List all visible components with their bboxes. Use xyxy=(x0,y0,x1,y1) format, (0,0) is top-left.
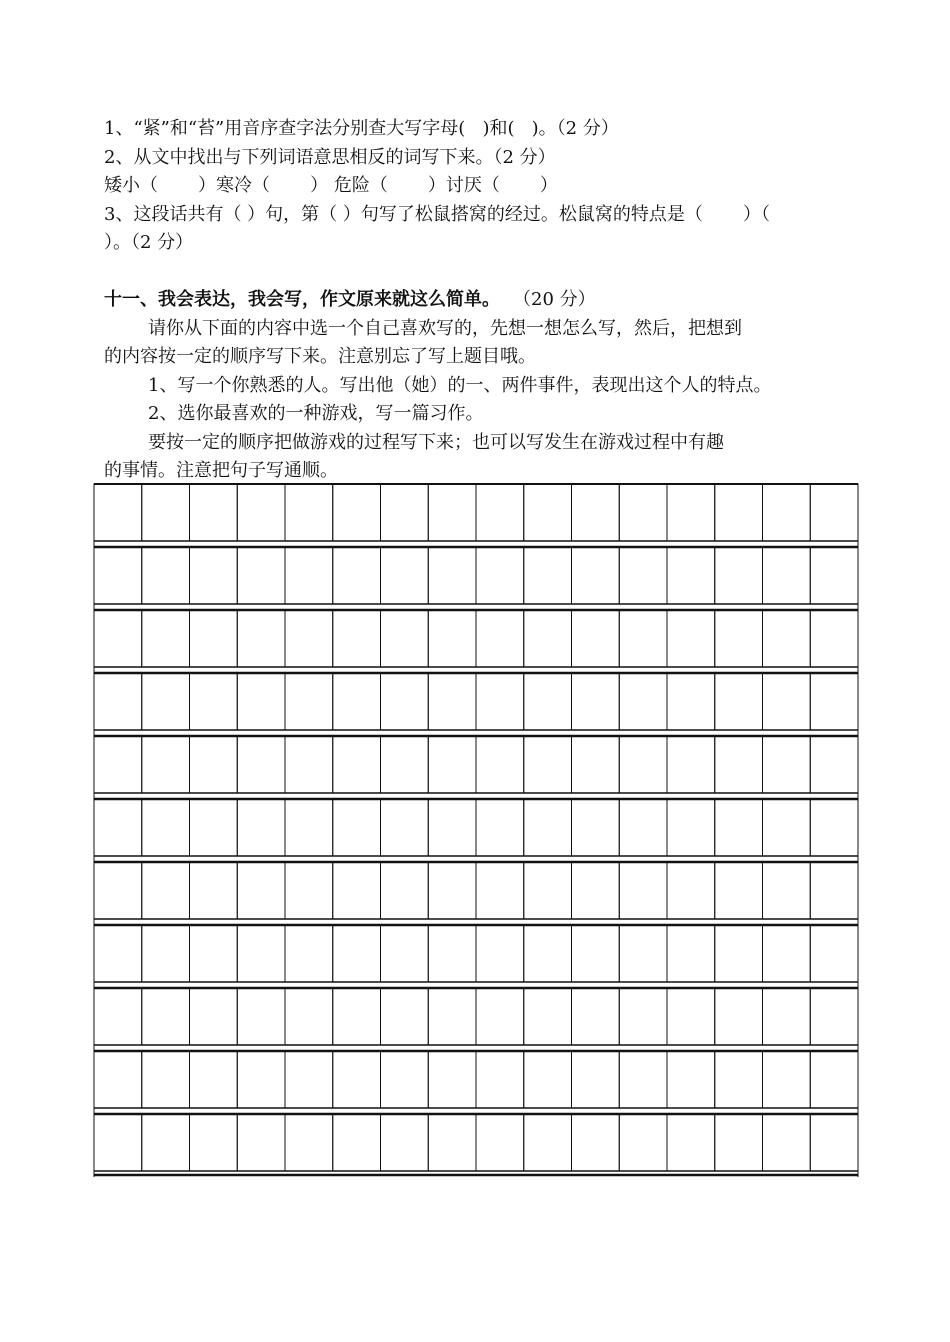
grid-cell[interactable] xyxy=(763,1051,811,1108)
grid-cell[interactable] xyxy=(524,862,572,919)
grid-cell[interactable] xyxy=(428,1051,476,1108)
grid-cell[interactable] xyxy=(715,1051,763,1108)
grid-cell[interactable] xyxy=(285,547,333,604)
grid-cell[interactable] xyxy=(333,673,381,730)
grid-cell[interactable] xyxy=(285,988,333,1045)
grid-cell[interactable] xyxy=(667,547,715,604)
grid-cell[interactable] xyxy=(476,925,524,982)
section-11-option-2: 2、选你最喜欢的一种游戏，写一篇习作。 xyxy=(148,403,484,424)
grid-cell[interactable] xyxy=(381,610,429,667)
grid-cell[interactable] xyxy=(94,988,142,1045)
grid-cell[interactable] xyxy=(285,1051,333,1108)
grid-cell[interactable] xyxy=(715,547,763,604)
grid-cell[interactable] xyxy=(94,673,142,730)
grid-cell[interactable] xyxy=(142,484,190,541)
grid-cell[interactable] xyxy=(572,799,620,856)
grid-cell[interactable] xyxy=(619,799,667,856)
grid-cell[interactable] xyxy=(619,925,667,982)
grid-cell[interactable] xyxy=(237,799,285,856)
grid-cell[interactable] xyxy=(94,547,142,604)
grid-cell[interactable] xyxy=(381,862,429,919)
grid-cell[interactable] xyxy=(428,862,476,919)
grid-cell[interactable] xyxy=(715,799,763,856)
grid-cell[interactable] xyxy=(667,484,715,541)
grid-cell[interactable] xyxy=(190,799,238,856)
grid-cell[interactable] xyxy=(572,988,620,1045)
grid-cell[interactable] xyxy=(524,1051,572,1108)
grid-row xyxy=(94,862,858,919)
grid-cell[interactable] xyxy=(476,610,524,667)
grid-cell[interactable] xyxy=(619,1114,667,1171)
writing-grid[interactable] xyxy=(93,483,859,1185)
grid-row xyxy=(94,673,858,730)
grid-cell[interactable] xyxy=(667,610,715,667)
grid-cell[interactable] xyxy=(142,610,190,667)
grid-cell[interactable] xyxy=(619,610,667,667)
grid-cell[interactable] xyxy=(476,547,524,604)
grid-cell[interactable] xyxy=(476,673,524,730)
grid-cell[interactable] xyxy=(476,799,524,856)
grid-cell[interactable] xyxy=(94,484,142,541)
grid-cell[interactable] xyxy=(572,547,620,604)
grid-cell[interactable] xyxy=(381,1114,429,1171)
grid-cell[interactable] xyxy=(285,484,333,541)
grid-cell[interactable] xyxy=(476,484,524,541)
grid-cell[interactable] xyxy=(572,862,620,919)
grid-cell[interactable] xyxy=(763,862,811,919)
grid-cell[interactable] xyxy=(237,1114,285,1171)
grid-cell[interactable] xyxy=(142,673,190,730)
grid-cell[interactable] xyxy=(94,1051,142,1108)
grid-cell[interactable] xyxy=(810,862,858,919)
grid-cell[interactable] xyxy=(94,1114,142,1171)
section-11-intro-line-1: 请你从下面的内容中选一个自己喜欢写的，先想一想怎么写，然后，把想到 xyxy=(148,318,742,339)
grid-cell[interactable] xyxy=(190,862,238,919)
grid-cell[interactable] xyxy=(333,988,381,1045)
grid-cell[interactable] xyxy=(428,736,476,793)
grid-cell[interactable] xyxy=(333,547,381,604)
grid-cell[interactable] xyxy=(810,799,858,856)
grid-cell[interactable] xyxy=(524,484,572,541)
grid-cell[interactable] xyxy=(237,925,285,982)
question-1: 1、“紧”和“苔”用音序查字法分别查大写字母( )和( )。（2 分） xyxy=(104,118,619,139)
grid-cell[interactable] xyxy=(667,1114,715,1171)
grid-cell[interactable] xyxy=(428,988,476,1045)
grid-row xyxy=(94,1051,858,1108)
section-11-score: （20 分） xyxy=(522,289,596,310)
grid-cell[interactable] xyxy=(285,673,333,730)
grid-cell[interactable] xyxy=(524,736,572,793)
grid-cell[interactable] xyxy=(237,547,285,604)
grid-cell[interactable] xyxy=(572,484,620,541)
grid-cell[interactable] xyxy=(810,673,858,730)
grid-row xyxy=(94,547,858,604)
grid-cell[interactable] xyxy=(190,1051,238,1108)
grid-cell[interactable] xyxy=(428,484,476,541)
grid-cell[interactable] xyxy=(381,988,429,1045)
grid-cell[interactable] xyxy=(333,925,381,982)
grid-cell[interactable] xyxy=(333,1114,381,1171)
grid-cell[interactable] xyxy=(619,484,667,541)
grid-cell[interactable] xyxy=(94,736,142,793)
grid-cell[interactable] xyxy=(524,610,572,667)
grid-cell[interactable] xyxy=(715,988,763,1045)
grid-cell[interactable] xyxy=(190,988,238,1045)
grid-cell[interactable] xyxy=(715,736,763,793)
grid-cell[interactable] xyxy=(715,862,763,919)
grid-row xyxy=(94,1114,858,1171)
grid-cell[interactable] xyxy=(190,484,238,541)
section-11-title: 十一、我会表达，我会写，作文原来就这么简单。 xyxy=(104,289,500,310)
grid-cell[interactable] xyxy=(715,925,763,982)
grid-cell[interactable] xyxy=(381,736,429,793)
grid-cell[interactable] xyxy=(142,1051,190,1108)
grid-cell[interactable] xyxy=(763,736,811,793)
grid-cell[interactable] xyxy=(190,925,238,982)
grid-cell[interactable] xyxy=(285,610,333,667)
grid-cell[interactable] xyxy=(333,1051,381,1108)
grid-cell[interactable] xyxy=(572,925,620,982)
grid-cell[interactable] xyxy=(572,673,620,730)
grid-cell[interactable] xyxy=(715,673,763,730)
grid-cell[interactable] xyxy=(94,610,142,667)
grid-cell[interactable] xyxy=(381,673,429,730)
grid-cell[interactable] xyxy=(428,673,476,730)
grid-cell[interactable] xyxy=(190,1114,238,1171)
grid-cell[interactable] xyxy=(810,484,858,541)
grid-cell[interactable] xyxy=(333,862,381,919)
grid-cell[interactable] xyxy=(763,925,811,982)
grid-cell[interactable] xyxy=(763,799,811,856)
grid-cell[interactable] xyxy=(810,1051,858,1108)
grid-cell[interactable] xyxy=(715,484,763,541)
grid-cell[interactable] xyxy=(190,673,238,730)
grid-cell[interactable] xyxy=(285,862,333,919)
grid-cell[interactable] xyxy=(190,547,238,604)
grid-cell[interactable] xyxy=(572,1051,620,1108)
grid-cell[interactable] xyxy=(810,736,858,793)
grid-cell[interactable] xyxy=(381,1051,429,1108)
grid-cell[interactable] xyxy=(285,736,333,793)
grid-cell[interactable] xyxy=(619,988,667,1045)
grid-cell[interactable] xyxy=(667,736,715,793)
section-11-heading xyxy=(104,287,596,313)
grid-cell[interactable] xyxy=(524,673,572,730)
grid-cell[interactable] xyxy=(810,988,858,1045)
grid-cell[interactable] xyxy=(619,1051,667,1108)
grid-cell[interactable] xyxy=(476,1114,524,1171)
grid-cell[interactable] xyxy=(285,799,333,856)
grid-cell[interactable] xyxy=(190,736,238,793)
grid-cell[interactable] xyxy=(142,547,190,604)
grid-cell[interactable] xyxy=(94,925,142,982)
grid-cell[interactable] xyxy=(667,799,715,856)
grid-row xyxy=(94,925,858,982)
grid-cell[interactable] xyxy=(285,1114,333,1171)
grid-cell[interactable] xyxy=(333,484,381,541)
grid-cell[interactable] xyxy=(190,610,238,667)
grid-cell[interactable] xyxy=(763,673,811,730)
grid-cell[interactable] xyxy=(333,799,381,856)
grid-cell[interactable] xyxy=(667,673,715,730)
grid-row xyxy=(94,736,858,793)
grid-cell[interactable] xyxy=(524,799,572,856)
grid-cell[interactable] xyxy=(476,862,524,919)
grid-cell[interactable] xyxy=(524,547,572,604)
grid-cell[interactable] xyxy=(285,925,333,982)
question-3-line-2: ）。（2 分） xyxy=(104,232,194,253)
grid-cell[interactable] xyxy=(810,610,858,667)
section-11-intro-line-2: 的内容按一定的顺序写下来。注意别忘了写上题目哦。 xyxy=(104,346,536,367)
grid-cell[interactable] xyxy=(572,610,620,667)
grid-row xyxy=(94,988,858,1045)
section-11-requirement-line-2: 的事情。注意把句子写通顺。 xyxy=(104,460,338,481)
grid-cell[interactable] xyxy=(237,862,285,919)
grid-cell[interactable] xyxy=(667,925,715,982)
question-2: 2、从文中找出与下列词语意思相反的词写下来。（2 分） xyxy=(104,147,556,168)
grid-cell[interactable] xyxy=(715,1114,763,1171)
grid-cell[interactable] xyxy=(667,988,715,1045)
grid-cell[interactable] xyxy=(524,988,572,1045)
grid-cell[interactable] xyxy=(572,1114,620,1171)
grid-cell[interactable] xyxy=(428,799,476,856)
grid-cell[interactable] xyxy=(667,862,715,919)
grid-cell[interactable] xyxy=(237,736,285,793)
grid-cell[interactable] xyxy=(572,736,620,793)
grid-cell[interactable] xyxy=(237,988,285,1045)
grid-cell[interactable] xyxy=(237,484,285,541)
grid-cell[interactable] xyxy=(715,610,763,667)
section-11-requirement-line-1: 要按一定的顺序把做游戏的过程写下来；也可以写发生在游戏过程中有趣 xyxy=(148,432,724,453)
grid-row xyxy=(94,799,858,856)
grid-cell[interactable] xyxy=(476,1051,524,1108)
grid-cell[interactable] xyxy=(763,610,811,667)
grid-cell[interactable] xyxy=(381,547,429,604)
grid-cell[interactable] xyxy=(142,736,190,793)
grid-cell[interactable] xyxy=(142,862,190,919)
question-2-words: 矮小（ ）寒冷（ ） 危险（ ）讨厌（ ） xyxy=(104,175,558,196)
section-11-option-1: 1、写一个你熟悉的人。写出他（她）的一、两件事件，表现出这个人的特点。 xyxy=(148,375,772,396)
grid-cell[interactable] xyxy=(428,925,476,982)
grid-cell[interactable] xyxy=(619,673,667,730)
grid-row xyxy=(94,610,858,667)
grid-cell[interactable] xyxy=(142,988,190,1045)
grid-cell[interactable] xyxy=(428,610,476,667)
grid-cell[interactable] xyxy=(381,799,429,856)
grid-row xyxy=(94,484,858,541)
grid-cell[interactable] xyxy=(428,547,476,604)
question-3-line-1: 3、这段话共有（ ）句，第（ ）句写了松鼠搭窝的经过。松鼠窝的特点是（ ）（ xyxy=(104,204,770,225)
grid-cell[interactable] xyxy=(619,736,667,793)
grid-cell[interactable] xyxy=(524,1114,572,1171)
grid-cell[interactable] xyxy=(524,925,572,982)
grid-cell[interactable] xyxy=(763,484,811,541)
grid-cell[interactable] xyxy=(94,862,142,919)
grid-cell[interactable] xyxy=(237,610,285,667)
grid-cell[interactable] xyxy=(381,925,429,982)
grid-cell[interactable] xyxy=(810,1114,858,1171)
grid-cell[interactable] xyxy=(237,1051,285,1108)
grid-cell[interactable] xyxy=(476,988,524,1045)
grid-cell[interactable] xyxy=(94,799,142,856)
grid-cell[interactable] xyxy=(428,1114,476,1171)
grid-cell[interactable] xyxy=(142,1114,190,1171)
grid-cell[interactable] xyxy=(476,736,524,793)
grid-cell[interactable] xyxy=(667,1051,715,1108)
grid-cell[interactable] xyxy=(763,1114,811,1171)
grid-cell[interactable] xyxy=(333,736,381,793)
grid-cell[interactable] xyxy=(810,547,858,604)
grid-cell[interactable] xyxy=(381,484,429,541)
grid-cell[interactable] xyxy=(810,925,858,982)
grid-cell[interactable] xyxy=(763,547,811,604)
grid-cell[interactable] xyxy=(333,610,381,667)
grid-cell[interactable] xyxy=(237,673,285,730)
grid-cell[interactable] xyxy=(142,799,190,856)
grid-cell[interactable] xyxy=(142,925,190,982)
grid-cell[interactable] xyxy=(619,862,667,919)
grid-cell[interactable] xyxy=(619,547,667,604)
grid-cell[interactable] xyxy=(763,988,811,1045)
